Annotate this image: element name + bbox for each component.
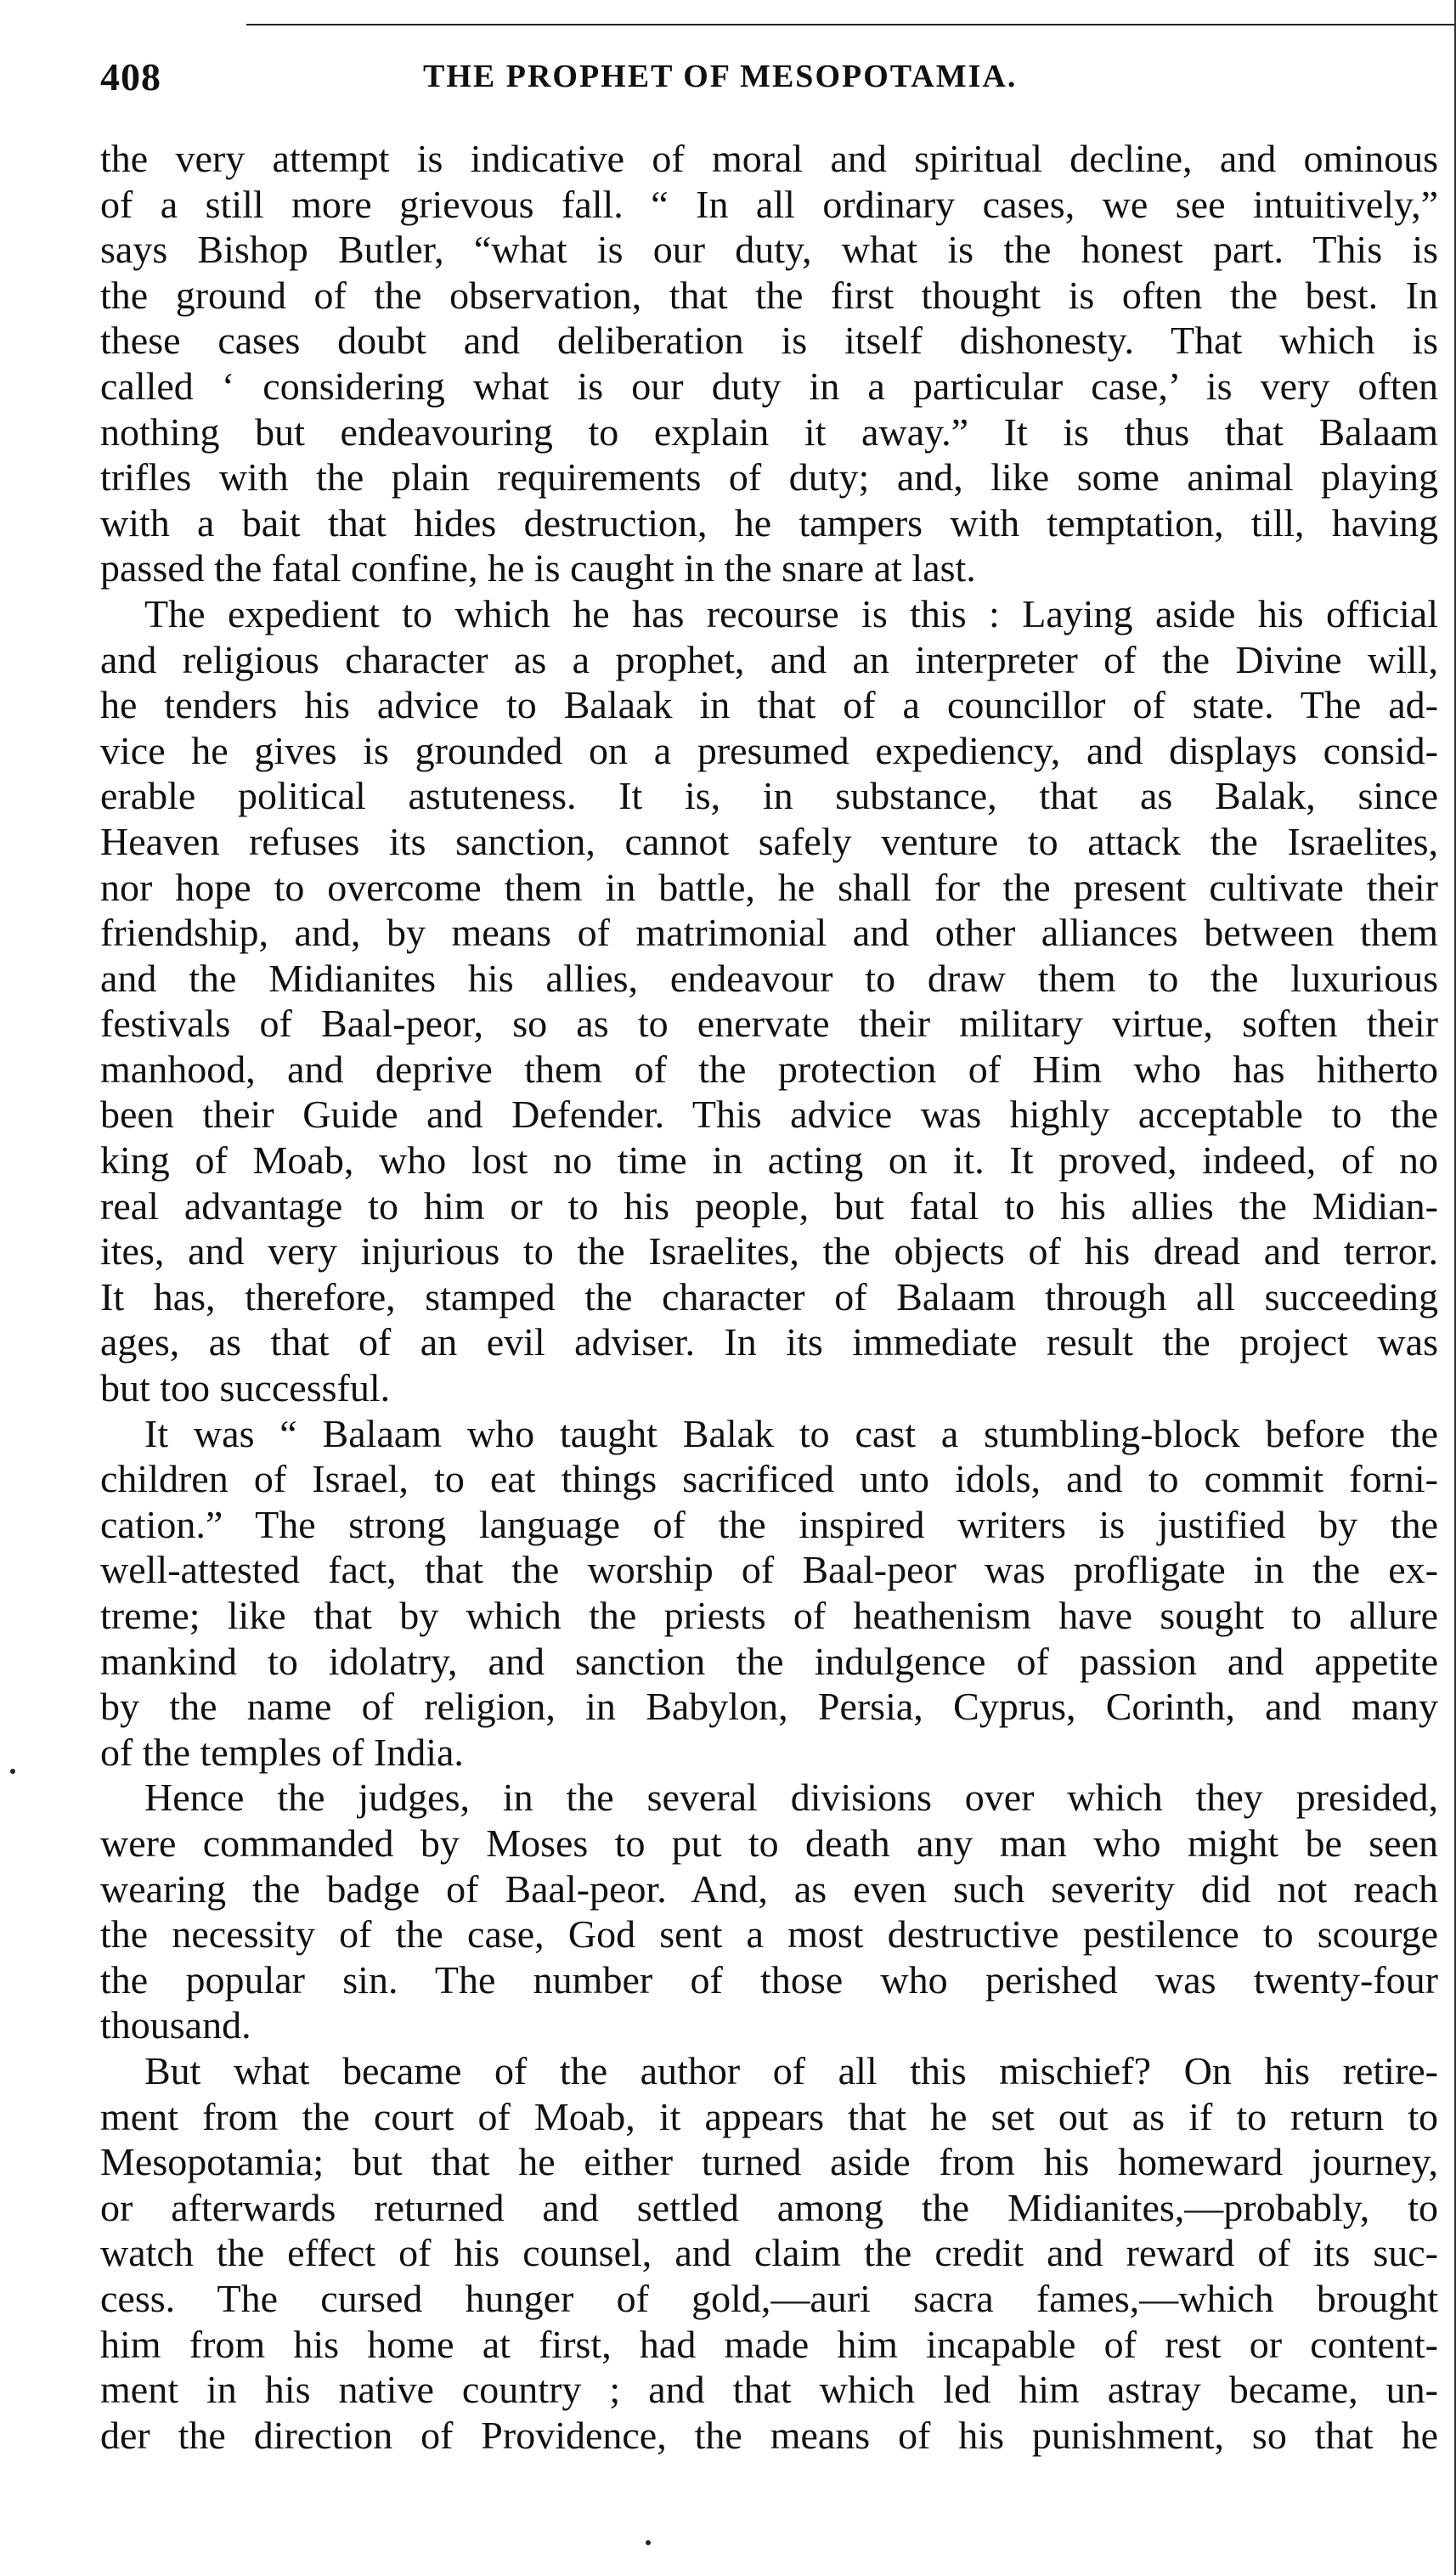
text-line: and the Midianites his allies, endeavour to draw them to the luxurious bbox=[100, 956, 1438, 1000]
text-line: the ground of the observation, that the first thought is often the best. In bbox=[100, 273, 1438, 317]
text-line: mankind to idolatry, and sanction the indulgence of passion and appetite bbox=[100, 1639, 1438, 1683]
text-line: were commanded by Moses to put to death any man who might be seen bbox=[100, 1821, 1438, 1865]
text-line: cation.” The strong language of the inspired writers is justified by the bbox=[100, 1502, 1438, 1546]
page-header bbox=[100, 49, 1438, 109]
text-line: these cases doubt and deliberation is itself dishonesty. That which is bbox=[100, 319, 1438, 363]
text-line: But what became of the author of all this mischief? On his retire- bbox=[144, 2048, 1438, 2092]
text-line: vice he gives is grounded on a presumed expediency, and displays consid- bbox=[100, 728, 1438, 772]
text-line: Heaven refuses its sanction, cannot safely venture to attack the Israelites, bbox=[100, 819, 1438, 863]
header-rule bbox=[246, 24, 1456, 25]
text-line: treme; like that by which the priests of heathenism have sought to allure bbox=[100, 1594, 1438, 1637]
text-line: nothing but endeavouring to explain it away.” It is thus that Balaam bbox=[100, 409, 1438, 454]
text-line: wearing the badge of Baal-peor. And, as even such severity did not reach bbox=[100, 1866, 1438, 1911]
text-line: nor hope to overcome them in battle, he shall for the present cultivate their bbox=[100, 865, 1438, 909]
text-line: but too successful. bbox=[100, 1366, 391, 1410]
text-line: of a still more grievous fall. “ In all ordinary cases, we see intuitively,” bbox=[100, 182, 1438, 226]
text-line: the necessity of the case, God sent a most destructive pestilence to scourge bbox=[100, 1912, 1438, 1957]
text-line: passed the fatal confine, he is caught in the snare at last. bbox=[100, 546, 976, 590]
text-line: the very attempt is indicative of moral and spiritual decline, and ominous bbox=[100, 137, 1438, 180]
text-line: king of Moab, who lost no time in acting on it. It proved, indeed, of no bbox=[100, 1138, 1438, 1183]
text-line: well-attested fact, that the worship of Baal-peor was profligate in the ex- bbox=[100, 1548, 1438, 1592]
text-line: been their Guide and Defender. This advice was highly acceptable to the bbox=[100, 1093, 1438, 1137]
text-line: watch the effect of his counsel, and claim the credit and reward of its suc- bbox=[100, 2231, 1438, 2275]
text-line: cess. The cursed hunger of gold,—auri sacra fames,—which brought bbox=[100, 2276, 1438, 2320]
text-line: ages, as that of an evil adviser. In its immediate result the project was bbox=[100, 1320, 1438, 1364]
print-speck bbox=[10, 1769, 15, 1774]
text-line: or afterwards returned and settled among the Midianites,—probably, to bbox=[100, 2185, 1438, 2229]
text-line: called ‘ considering what is our duty in a particular case,’ is very often bbox=[100, 364, 1438, 408]
text-line: Mesopotamia; but that he either turned aside from his homeward journey, bbox=[100, 2140, 1438, 2184]
text-line: trifles with the plain requirements of duty; and, like some animal playing bbox=[100, 455, 1438, 500]
page-number: 408 bbox=[100, 55, 161, 99]
text-line: of the temples of India. bbox=[100, 1730, 464, 1774]
text-line: It has, therefore, stamped the character of Balaam through all succeeding bbox=[100, 1274, 1438, 1319]
text-line: der the direction of Providence, the means of his punishment, so that he bbox=[100, 2413, 1438, 2457]
text-line: erable political astuteness. It is, in substance, that as Balak, since bbox=[100, 774, 1438, 818]
text-line: says Bishop Butler, “what is our duty, what is the honest part. This is bbox=[100, 228, 1438, 272]
body-text bbox=[100, 136, 1438, 2458]
text-line: with a bait that hides destruction, he tampers with temptation, till, having bbox=[100, 500, 1438, 545]
text-line: real advantage to him or to his people, but fatal to his allies the Midian- bbox=[100, 1183, 1438, 1228]
text-line: ment from the court of Moab, it appears that he set out as if to return to bbox=[100, 2094, 1438, 2138]
text-line: friendship, and, by means of matrimonial and other alliances between them bbox=[100, 911, 1438, 955]
text-line: and religious character as a prophet, and an interpreter of the Divine will, bbox=[100, 637, 1438, 681]
text-line: children of Israel, to eat things sacrificed unto idols, and to commit forni- bbox=[100, 1457, 1438, 1501]
text-line: thousand. bbox=[100, 2003, 251, 2047]
text-line: ment in his native country ; and that which led him astray became, un- bbox=[100, 2368, 1438, 2412]
text-line: manhood, and deprive them of the protection of Him who has hitherto bbox=[100, 1047, 1438, 1091]
text-line: It was “ Balaam who taught Balak to cast a stumbling-block before the bbox=[144, 1411, 1438, 1455]
text-line: ites, and very injurious to the Israelites, the objects of his dread and terror. bbox=[100, 1229, 1438, 1273]
text-line: Hence the judges, in the several divisions over which they presided, bbox=[144, 1776, 1438, 1820]
text-line: the popular sin. The number of those who perished was twenty-four bbox=[100, 1957, 1438, 2002]
text-line: he tenders his advice to Balaak in that of a councillor of state. The ad- bbox=[100, 683, 1438, 727]
text-line: him from his home at first, had made him incapable of rest or content- bbox=[100, 2322, 1438, 2366]
text-line: by the name of religion, in Babylon, Persia, Cyprus, Corinth, and many bbox=[100, 1685, 1438, 1729]
print-speck bbox=[646, 2540, 651, 2545]
text-line: festivals of Baal-peor, so as to enervate their military virtue, soften their bbox=[100, 1002, 1438, 1046]
running-title: THE PROPHET OF MESOPOTAMIA. bbox=[423, 59, 1018, 94]
text-line: The expedient to which he has recourse is this : Laying aside his official bbox=[144, 591, 1438, 635]
